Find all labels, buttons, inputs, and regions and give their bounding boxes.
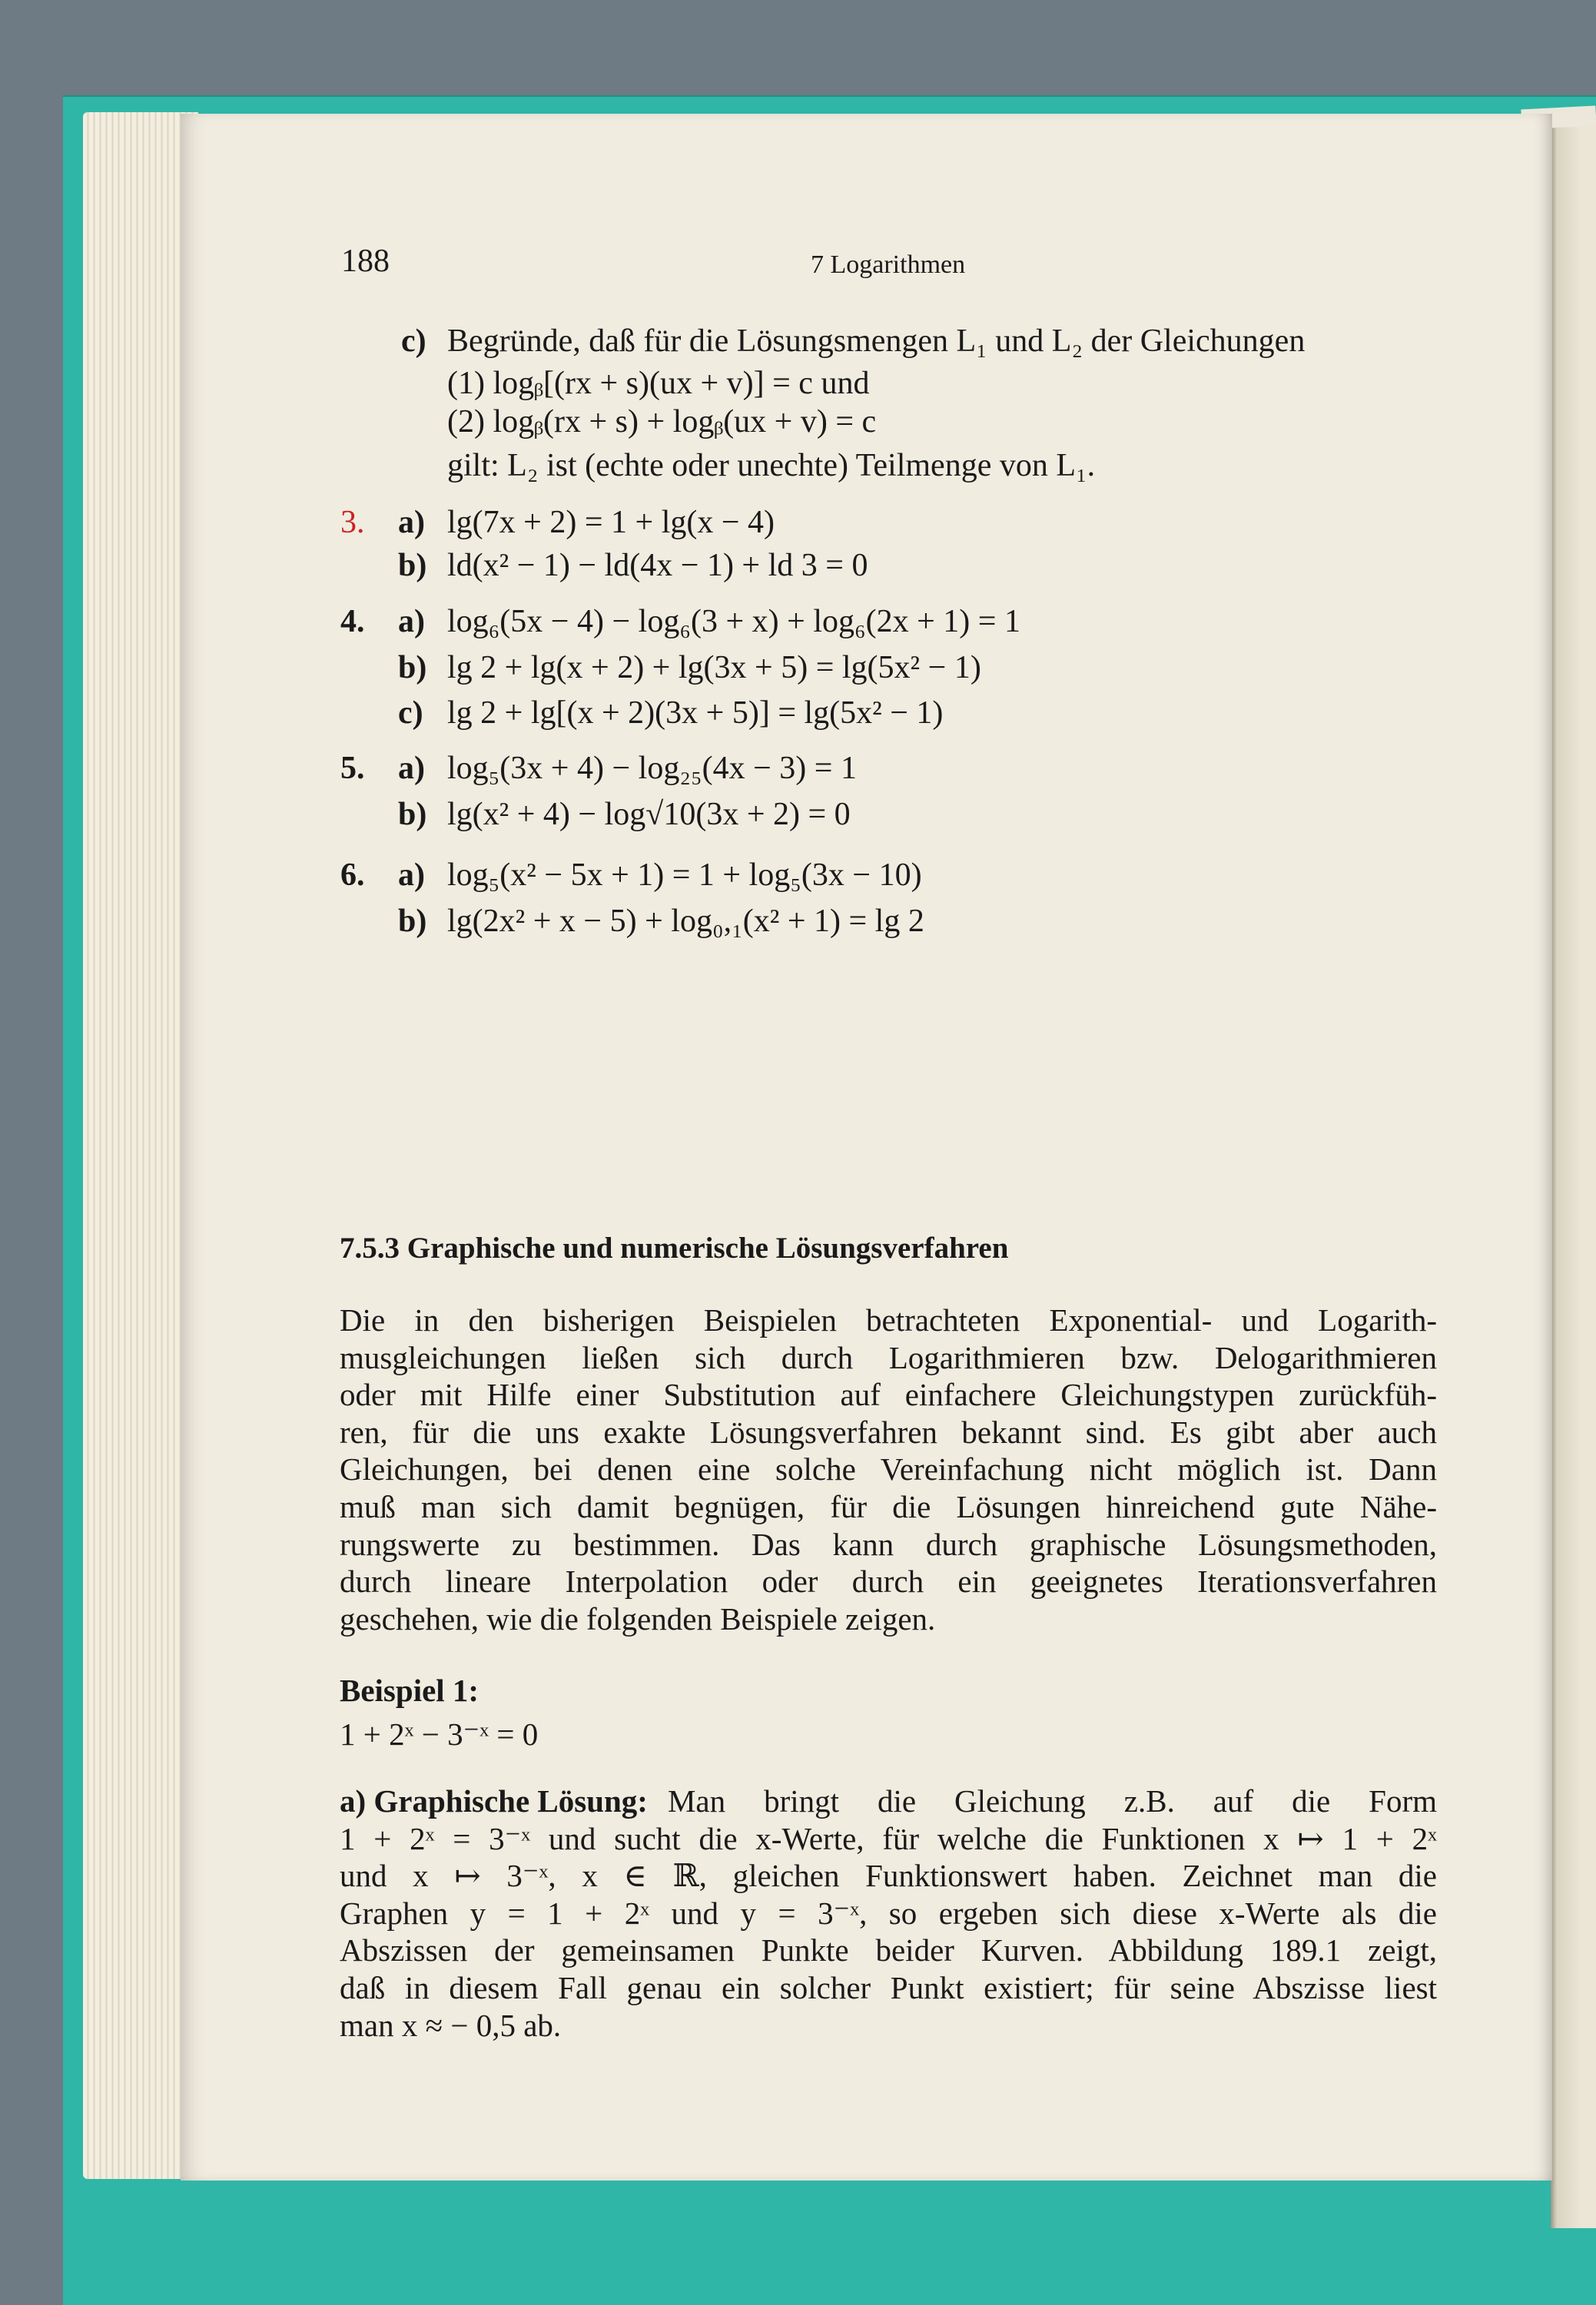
exercise-6-number: 6. bbox=[340, 857, 365, 893]
section-paragraph bbox=[340, 1302, 1437, 1637]
exercise-6a: log₅(x² − 5x + 1) = 1 + log₅(3x − 10) bbox=[447, 857, 922, 893]
exercise-6b-label: b) bbox=[398, 904, 427, 939]
paragraph-line: muß man sich damit begnügen, für die Lösungen hinreichend gute Nähe- bbox=[340, 1488, 1437, 1524]
paragraph-line: durch lineare Interpolation oder durch ein geeignetes Iterationsverfahren bbox=[340, 1564, 1437, 1600]
exercise-6b: lg(2x² + x − 5) + log₀,₁(x² + 1) = lg 2 bbox=[447, 904, 924, 939]
paragraph-line: 1 + 2ˣ = 3⁻ˣ und sucht die x-Werte, für welche die Funktionen x ↦ 1 + 2ˣ bbox=[340, 1820, 1437, 1856]
paragraph-line-text: Man bringt die Gleichung z.B. auf die Form bbox=[667, 1783, 1437, 1819]
running-header: 7 Logarithmen bbox=[811, 250, 966, 279]
exercise-3b-label: b) bbox=[398, 548, 427, 583]
graphical-solution-paragraph bbox=[340, 1783, 1437, 2044]
paragraph-line: Abszissen der gemeinsamen Punkte beider Kurven. Abbildung 189.1 zeigt, bbox=[340, 1932, 1437, 1968]
exercise-c-line-1: Begründe, daß für die Lösungsmengen L₁ und L₂ der Gleichungen bbox=[447, 323, 1306, 359]
exercise-c-line-3: (2) logᵦ(rx + s) + logᵦ(ux + v) = c bbox=[447, 404, 877, 439]
paragraph-line: daß in diesem Fall genau ein solcher Punkt existiert; für seine Abszisse liest bbox=[340, 1969, 1437, 2005]
exercise-c-line-2: (1) logᵦ[(rx + s)(ux + v)] = c und bbox=[447, 366, 870, 401]
exercise-c-line-4: gilt: L₂ ist (echte oder unechte) Teilmenge von L₁. bbox=[447, 448, 1096, 483]
paragraph-line: geschehen, wie die folgenden Beispiele zeigen. bbox=[340, 1600, 936, 1637]
paragraph-line: man x ≈ − 0,5 ab. bbox=[340, 2007, 562, 2043]
exercise-5b-label: b) bbox=[398, 797, 427, 832]
example-title: Beispiel 1: bbox=[340, 1673, 479, 1708]
paragraph-line: Gleichungen, bei denen eine solche Vereinfachung nicht möglich ist. Dann bbox=[340, 1451, 1437, 1487]
exercise-5b: lg(x² + 4) − log√10(3x + 2) = 0 bbox=[447, 797, 851, 832]
exercise-4c: lg 2 + lg[(x + 2)(3x + 5)] = lg(5x² − 1) bbox=[447, 695, 944, 731]
exercise-5a: log₅(3x + 4) − log₂₅(4x − 3) = 1 bbox=[447, 751, 857, 786]
example-equation: 1 + 2ˣ − 3⁻ˣ = 0 bbox=[340, 1716, 539, 1752]
paragraph-line: oder mit Hilfe einer Substitution auf einfachere Gleichungstypen zurückfüh- bbox=[340, 1377, 1437, 1413]
exercise-6a-label: a) bbox=[398, 857, 425, 893]
exercise-4-number: 4. bbox=[340, 604, 365, 639]
paragraph-line: Die in den bisherigen Beispielen betrachteten Exponential- und Logarith- bbox=[340, 1302, 1437, 1338]
paragraph-line bbox=[340, 1783, 1437, 1820]
exercise-4b-label: b) bbox=[398, 650, 427, 685]
exercise-4b: lg 2 + lg(x + 2) + lg(3x + 5) = lg(5x² − 1) bbox=[447, 650, 981, 685]
paragraph-line: musgleichungen ließen sich durch Logarithmieren bzw. Delogarithmieren bbox=[340, 1339, 1437, 1375]
facing-page-edge bbox=[1551, 115, 1596, 2228]
exercise-5-number: 5. bbox=[340, 751, 365, 786]
exercise-4a-label: a) bbox=[398, 604, 425, 639]
exercise-3b: ld(x² − 1) − ld(4x − 1) + ld 3 = 0 bbox=[447, 548, 868, 583]
exercise-3a-label: a) bbox=[398, 505, 425, 540]
paragraph-line: Graphen y = 1 + 2ˣ und y = 3⁻ˣ, so ergeben sich diese x-Werte als die bbox=[340, 1895, 1437, 1931]
paragraph-line: ren, für die uns exakte Lösungsverfahren bekannt sind. Es gibt aber auch bbox=[340, 1414, 1437, 1450]
exercise-4c-label: c) bbox=[398, 695, 423, 731]
page-number: 188 bbox=[341, 244, 390, 279]
exercise-3a: lg(7x + 2) = 1 + lg(x − 4) bbox=[447, 505, 775, 540]
exercise-c-label: c) bbox=[401, 323, 426, 359]
exercise-3-number: 3. bbox=[340, 505, 365, 540]
paragraph-line: rungswerte zu bestimmen. Das kann durch graphische Lösungsmethoden, bbox=[340, 1526, 1437, 1562]
exercise-5a-label: a) bbox=[398, 751, 425, 786]
graphical-solution-label: a) Graphische Lösung: bbox=[340, 1783, 648, 1819]
exercise-4a: log₆(5x − 4) − log₆(3 + x) + log₆(2x + 1) = 1 bbox=[447, 604, 1020, 639]
paragraph-line: und x ↦ 3⁻ˣ, x ∈ ℝ, gleichen Funktionswert haben. Zeichnet man die bbox=[340, 1858, 1437, 1894]
section-heading: 7.5.3 Graphische und numerische Lösungsverfahren bbox=[340, 1232, 1009, 1265]
